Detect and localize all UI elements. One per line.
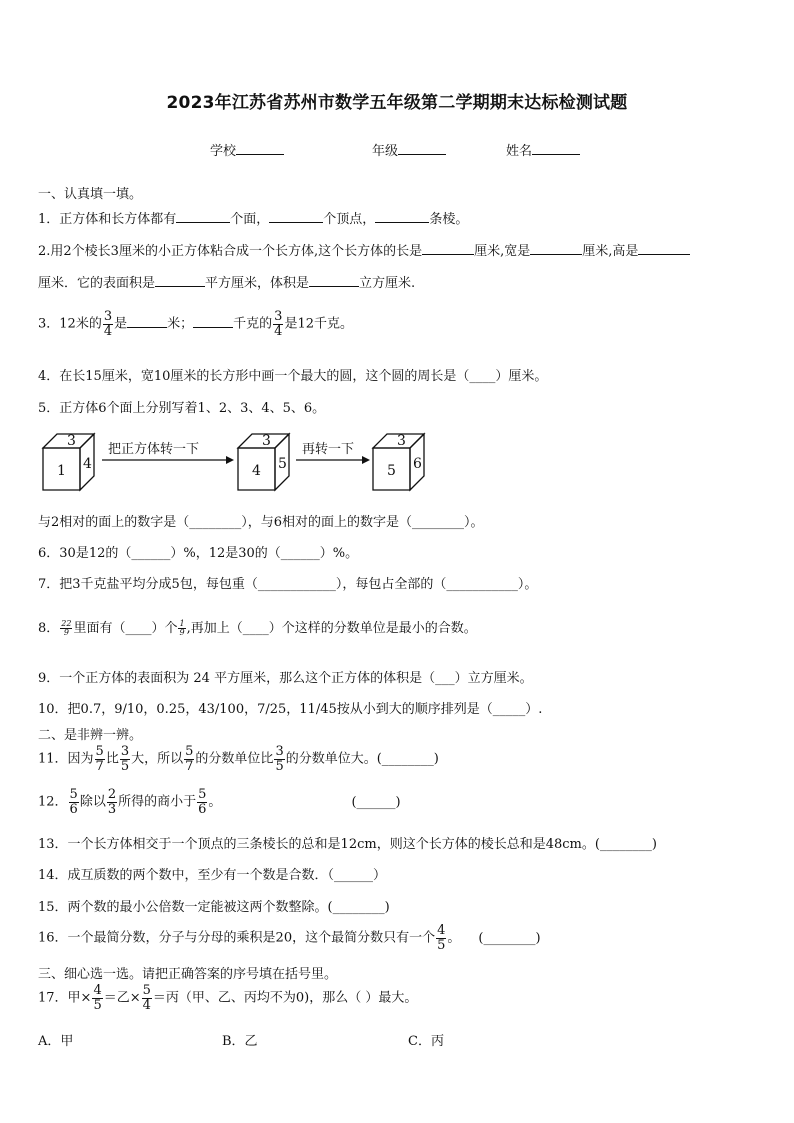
- cube2-front-number: 4: [252, 463, 261, 479]
- q17-text-c: ＝丙（甲、乙、丙均不为0)，那么（ ）最大。: [152, 990, 418, 1006]
- q2-text-b: 厘米,宽是: [474, 244, 531, 259]
- q8-frac-den: 9: [63, 628, 69, 637]
- q12-f1-den: 6: [69, 801, 78, 817]
- cube1-side-number: 4: [83, 456, 92, 472]
- q12-answer-bracket: (______): [351, 794, 401, 810]
- q12-fraction-3: [197, 788, 207, 816]
- q17-text-a: 17．甲×: [38, 990, 92, 1006]
- school-blank[interactable]: [236, 141, 284, 155]
- q3-text-d: 千克的: [233, 316, 273, 332]
- name-field: [506, 140, 580, 159]
- q11-f4-den: 5: [275, 758, 284, 774]
- cube3-top-number: 3: [397, 433, 406, 449]
- q1-text-b: 个面，: [230, 212, 270, 227]
- q12-text-b: 除以: [79, 794, 106, 810]
- section-heading-1: 一、认真填一填。: [38, 187, 143, 202]
- q12-fraction-2: [107, 788, 117, 816]
- q2-blank-area[interactable]: [155, 273, 205, 287]
- q11-f3-den: 7: [185, 758, 194, 774]
- q12-f3-num: 5: [198, 787, 207, 802]
- question-9: 9．一个正方体的表面积为 24 平方厘米，那么这个正方体的体积是（___）立方厘米。: [38, 671, 533, 686]
- q11-text-b: 比: [105, 751, 119, 767]
- q3-text-b: 是: [114, 316, 128, 332]
- q17-f1-num: 4: [93, 983, 102, 998]
- q2-text-f: 立方厘米.: [359, 276, 416, 291]
- cube-1: [43, 433, 94, 490]
- q8-unit-num: 1: [179, 618, 185, 628]
- q17-f2-num: 5: [142, 983, 151, 998]
- name-blank[interactable]: [532, 141, 580, 155]
- arrow2-label: 再转一下: [302, 442, 355, 457]
- q12-text-c: 所得的商小于: [118, 794, 197, 810]
- name-label: 姓名: [506, 144, 533, 159]
- q16-frac-num: 4: [437, 923, 446, 938]
- cube1-front-number: 1: [57, 463, 66, 479]
- q3-fraction-1: [103, 310, 113, 338]
- q3-blank-1[interactable]: [127, 314, 167, 328]
- q1-blank-edges[interactable]: [375, 209, 429, 223]
- q3-frac2-num: 3: [274, 309, 283, 324]
- cube3-side-number: 6: [413, 456, 422, 472]
- q1-blank-vertices[interactable]: [269, 209, 323, 223]
- q11-fraction-4: [274, 745, 284, 773]
- q8-frac-num: 22: [61, 618, 72, 628]
- q8-text-b: 里面有（____）个: [73, 621, 178, 636]
- q2-blank-height[interactable]: [638, 241, 690, 255]
- q16-answer-bracket: (________): [478, 930, 541, 946]
- cube-3: [373, 433, 424, 490]
- question-7: 7．把3千克盐平均分成5包，每包重（____________），每包占全部的（___________）。: [38, 577, 538, 592]
- q8-unit-fraction: [178, 620, 185, 638]
- q16-frac-den: 5: [437, 937, 446, 953]
- question-5-answer: 与2相对的面上的数字是（________），与6相对的面上的数字是（________）。: [38, 515, 484, 530]
- q17-fraction-2: [142, 984, 152, 1012]
- question-2-line-1: [38, 240, 760, 259]
- question-13: 13．一个长方体相交于一个顶点的三条棱长的总和是12cm，则这个长方体的棱长总和是48cm。(________): [38, 837, 657, 852]
- arrow1-label: 把正方体转一下: [108, 442, 200, 457]
- grade-label: 年级: [372, 144, 399, 159]
- q3-text-a: 3．12米的: [38, 316, 102, 332]
- arrow-2: [296, 442, 370, 464]
- q3-frac2-den: 4: [274, 323, 283, 339]
- question-3: [38, 310, 760, 338]
- q12-f3-den: 6: [198, 801, 207, 817]
- q12-f1-num: 5: [69, 787, 78, 802]
- question-12: [38, 788, 760, 816]
- q17-fraction-1: [92, 984, 102, 1012]
- page-title: 2023年江苏省苏州市数学五年级第二学期期末达标检测试题: [166, 93, 628, 113]
- q2-blank-volume[interactable]: [309, 273, 359, 287]
- question-10: 10．把0.7，9/10，0.25，43/100，7/25，11/45按从小到大的顺序排列是（_____）.: [38, 702, 543, 717]
- q3-frac1-num: 3: [103, 309, 113, 324]
- school-label: 学校: [210, 144, 237, 159]
- question-17: [38, 984, 760, 1012]
- cube2-side-number: 5: [278, 456, 287, 472]
- q3-text-e: 是12千克。: [284, 316, 353, 332]
- q17-text-b: ＝乙×: [103, 990, 141, 1006]
- question-6: 6．30是12的（______）%，12是30的（______）%。: [38, 546, 359, 561]
- q17-f1-den: 5: [93, 997, 102, 1013]
- q11-text-d: 的分数单位比: [195, 751, 274, 767]
- q11-fraction-2: [120, 745, 130, 773]
- question-14: 14．成互质数的两个数中，至少有一个数是合数．（______）: [38, 868, 387, 883]
- q17-option-c[interactable]: C．丙: [408, 1034, 444, 1049]
- q17-option-a[interactable]: A．甲: [38, 1034, 74, 1049]
- q11-f2-den: 5: [120, 758, 130, 774]
- section-heading-3: 三、细心选一选。请把正确答案的序号填在括号里。: [38, 967, 338, 982]
- q11-text-e: 的分数单位大。(________): [285, 751, 439, 767]
- q8-fraction: [60, 620, 72, 638]
- q12-f2-den: 3: [107, 801, 117, 817]
- cube-rotation-figure: [40, 428, 440, 494]
- question-11: [38, 745, 760, 773]
- q3-blank-2[interactable]: [193, 314, 233, 328]
- q12-text-d: 。: [208, 794, 222, 810]
- grade-blank[interactable]: [398, 141, 446, 155]
- arrow-1: [102, 441, 234, 464]
- q12-text-a: 12．: [38, 794, 68, 810]
- q2-text-e: 平方厘米，体积是: [205, 276, 310, 291]
- q17-f2-den: 4: [142, 997, 151, 1013]
- cube1-top-number: 3: [67, 433, 76, 449]
- q11-f1-num: 5: [95, 744, 104, 759]
- section-heading-2: 二、是非辨一辨。: [38, 728, 143, 743]
- q1-text-d: 条棱。: [429, 212, 469, 227]
- q11-text-a: 11．因为: [38, 751, 94, 767]
- question-5: 5．正方体6个面上分别写着1、2、3、4、5、6。: [38, 401, 326, 416]
- q2-text-a: 2.用2个棱长3厘米的小正方体粘合成一个长方体,这个长方体的长是: [38, 244, 423, 259]
- q11-f1-den: 7: [95, 758, 104, 774]
- q2-blank-width[interactable]: [530, 241, 582, 255]
- q3-text-c: 米；: [167, 316, 194, 332]
- q3-fraction-2: [273, 310, 283, 338]
- q11-fraction-3: [184, 745, 194, 773]
- q8-text-a: 8．: [38, 621, 60, 636]
- school-field: [210, 140, 284, 159]
- q1-text-c: 个顶点，: [323, 212, 376, 227]
- q2-text-c: 厘米,高是: [582, 244, 639, 259]
- q12-f2-num: 2: [107, 787, 117, 802]
- q16-text-b: 。: [447, 930, 461, 946]
- question-8: [38, 617, 760, 637]
- q17-option-b[interactable]: B．乙: [222, 1034, 258, 1049]
- q11-f3-num: 5: [185, 744, 194, 759]
- question-1: [38, 208, 760, 227]
- q12-fraction-1: [69, 788, 79, 816]
- q11-f2-num: 3: [120, 744, 130, 759]
- q2-blank-length[interactable]: [422, 241, 474, 255]
- q8-unit-den: 9: [179, 628, 185, 637]
- cube-2: [238, 433, 289, 490]
- question-4: 4．在长15厘米，宽10厘米的长方形中画一个最大的圆，这个圆的周长是（____）厘米。: [38, 369, 548, 384]
- q11-text-c: 大，所以: [131, 751, 184, 767]
- q16-fraction: [436, 924, 446, 952]
- cube3-front-number: 5: [387, 463, 396, 479]
- q3-frac1-den: 4: [103, 323, 113, 339]
- question-2-line-2: [38, 272, 760, 291]
- q11-fraction-1: [95, 745, 105, 773]
- q16-text-a: 16．一个最简分数，分子与分母的乘积是20，这个最简分数只有一个: [38, 930, 436, 946]
- q1-text-a: 1．正方体和长方体都有: [38, 212, 177, 227]
- q8-text-c: ,再加上（____）个这样的分数单位是最小的合数。: [186, 621, 477, 636]
- cube2-top-number: 3: [262, 433, 271, 449]
- question-16: [38, 924, 760, 952]
- question-15: 15．两个数的最小公倍数一定能被这两个数整除。(________): [38, 900, 390, 915]
- q11-f4-num: 3: [275, 744, 284, 759]
- q1-blank-faces[interactable]: [176, 209, 230, 223]
- q2-text-d: 厘米．它的表面积是: [38, 276, 156, 291]
- grade-field: [372, 140, 446, 159]
